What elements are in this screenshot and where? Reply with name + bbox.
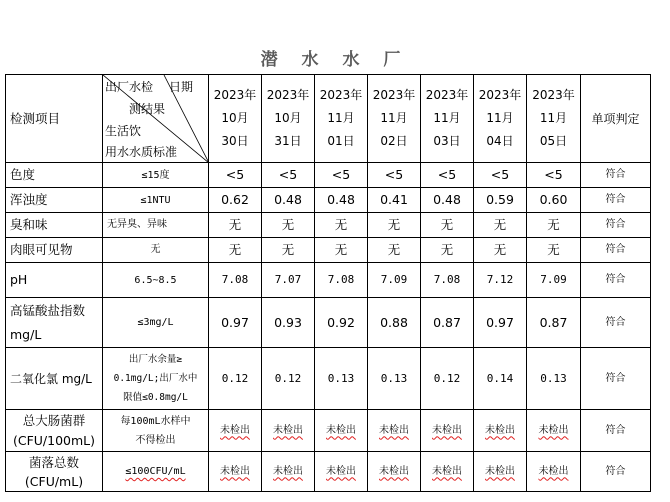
value-cell: 0.13 bbox=[527, 348, 581, 410]
value-cell bbox=[262, 410, 315, 452]
value-cell bbox=[315, 410, 368, 452]
standard-cell bbox=[103, 410, 209, 452]
date-day: 05日 bbox=[539, 134, 568, 148]
diag-top-right: 日期 bbox=[169, 80, 194, 94]
value-cell: 无 bbox=[368, 238, 421, 263]
value-cell: 无 bbox=[474, 238, 527, 263]
value-text: 未检出 bbox=[485, 465, 515, 477]
date-month: 10月 bbox=[274, 111, 302, 125]
value-cell: 0.92 bbox=[315, 298, 368, 348]
value-text: 未检出 bbox=[379, 424, 409, 436]
standard-cell bbox=[103, 348, 209, 410]
item-name: 肉眼可见物 bbox=[6, 238, 103, 263]
value-cell: 0.88 bbox=[368, 298, 421, 348]
diagonal-header-cell bbox=[103, 75, 209, 163]
table-row bbox=[6, 188, 651, 213]
value-cell: <5 bbox=[262, 163, 315, 188]
value-cell: 7.08 bbox=[209, 263, 262, 298]
date-header bbox=[527, 75, 581, 163]
value-cell: <5 bbox=[421, 163, 474, 188]
item-name: 色度 bbox=[6, 163, 103, 188]
date-day: 02日 bbox=[380, 134, 408, 148]
value-cell: 0.48 bbox=[315, 188, 368, 213]
value-cell bbox=[209, 410, 262, 452]
diag-line4: 用水水质标准 bbox=[105, 145, 178, 159]
value-text: 未检出 bbox=[379, 465, 409, 477]
value-cell: 无 bbox=[262, 213, 315, 238]
value-cell: 无 bbox=[262, 238, 315, 263]
table-row bbox=[6, 213, 651, 238]
standard-cell: 无异臭、异味 bbox=[103, 213, 209, 238]
value-cell bbox=[474, 410, 527, 452]
standard-cell: ≤1NTU bbox=[103, 188, 209, 213]
diag-line3: 生活饮 bbox=[105, 124, 142, 138]
standard-cell: 6.5~8.5 bbox=[103, 263, 209, 298]
value-cell: <5 bbox=[527, 163, 581, 188]
value-cell bbox=[209, 452, 262, 492]
judge-cell: 符合 bbox=[581, 452, 651, 492]
item-name: 臭和味 bbox=[6, 213, 103, 238]
standard-line2: 0.1mg/L;出厂水中 bbox=[113, 373, 198, 384]
judge-cell: 符合 bbox=[581, 213, 651, 238]
table-row bbox=[6, 263, 651, 298]
value-text: 未检出 bbox=[538, 465, 569, 477]
table-row bbox=[6, 348, 651, 410]
value-cell bbox=[368, 410, 421, 452]
value-cell: 0.60 bbox=[527, 188, 581, 213]
value-cell: 7.12 bbox=[474, 263, 527, 298]
date-day: 04日 bbox=[486, 134, 514, 148]
table-row bbox=[6, 298, 651, 348]
item-name: pH bbox=[6, 263, 103, 298]
value-text: 未检出 bbox=[538, 424, 569, 436]
standard-cell: ≤3mg/L bbox=[103, 298, 209, 348]
diag-line2: 测结果 bbox=[129, 102, 166, 116]
standard-cell: 无 bbox=[103, 238, 209, 263]
item-name: 浑浊度 bbox=[6, 188, 103, 213]
value-text: 未检出 bbox=[273, 465, 303, 477]
value-cell: 0.62 bbox=[209, 188, 262, 213]
judge-cell: 符合 bbox=[581, 163, 651, 188]
date-day: 30日 bbox=[221, 134, 249, 148]
value-cell: <5 bbox=[368, 163, 421, 188]
value-cell: 7.09 bbox=[368, 263, 421, 298]
date-month: 11月 bbox=[539, 111, 568, 125]
date-day: 01日 bbox=[327, 134, 355, 148]
value-text: 未检出 bbox=[220, 424, 250, 436]
value-cell bbox=[421, 452, 474, 492]
date-year: 2023年 bbox=[319, 88, 363, 102]
value-text: 未检出 bbox=[273, 424, 303, 436]
value-cell: 0.14 bbox=[474, 348, 527, 410]
value-cell: 0.48 bbox=[262, 188, 315, 213]
value-text: 未检出 bbox=[326, 465, 356, 477]
page-title: 潜 水 水 厂 bbox=[260, 50, 410, 70]
standard-line2: 不得检出 bbox=[135, 434, 176, 446]
date-header bbox=[368, 75, 421, 163]
date-day: 31日 bbox=[274, 134, 302, 148]
value-cell: <5 bbox=[315, 163, 368, 188]
value-cell bbox=[527, 452, 581, 492]
standard-cell bbox=[103, 452, 209, 492]
date-header bbox=[474, 75, 527, 163]
diag-top-left: 出厂水检 bbox=[105, 80, 154, 94]
item-name-line2: (CFU/mL) bbox=[24, 473, 84, 489]
item-header: 检测项目 bbox=[6, 75, 103, 163]
judge-cell: 符合 bbox=[581, 188, 651, 213]
judge-cell: 符合 bbox=[581, 238, 651, 263]
date-day: 03日 bbox=[433, 134, 461, 148]
standard-text: ≤100CFU/mL bbox=[125, 466, 186, 477]
item-name bbox=[6, 298, 103, 348]
value-cell: 0.97 bbox=[474, 298, 527, 348]
value-text: 未检出 bbox=[485, 424, 515, 436]
date-header bbox=[209, 75, 262, 163]
date-header bbox=[421, 75, 474, 163]
item-name-line1: 菌落总数 bbox=[28, 454, 79, 470]
value-cell: <5 bbox=[474, 163, 527, 188]
date-month: 10月 bbox=[221, 111, 249, 125]
value-cell: 无 bbox=[368, 213, 421, 238]
value-cell: 无 bbox=[527, 213, 581, 238]
date-year: 2023年 bbox=[425, 88, 469, 102]
date-year: 2023年 bbox=[478, 88, 522, 102]
item-name bbox=[6, 452, 103, 492]
value-cell: 0.12 bbox=[421, 348, 474, 410]
value-cell: 0.93 bbox=[262, 298, 315, 348]
value-cell: 0.48 bbox=[421, 188, 474, 213]
value-cell: 0.41 bbox=[368, 188, 421, 213]
item-name-line2: mg/L bbox=[10, 326, 42, 342]
date-month: 11月 bbox=[380, 111, 408, 125]
value-cell: 0.97 bbox=[209, 298, 262, 348]
value-cell: 7.08 bbox=[421, 263, 474, 298]
date-year: 2023年 bbox=[213, 88, 257, 102]
value-cell: 7.07 bbox=[262, 263, 315, 298]
value-cell: 无 bbox=[209, 238, 262, 263]
value-cell: 0.87 bbox=[421, 298, 474, 348]
judge-cell: 符合 bbox=[581, 263, 651, 298]
value-cell: 无 bbox=[474, 213, 527, 238]
value-text: 未检出 bbox=[432, 424, 462, 436]
value-cell: 无 bbox=[209, 213, 262, 238]
judge-cell: 符合 bbox=[581, 348, 651, 410]
date-year: 2023年 bbox=[372, 88, 416, 102]
value-cell: 0.12 bbox=[209, 348, 262, 410]
standard-line1: 出厂水余量≥ bbox=[128, 354, 183, 365]
date-month: 11月 bbox=[433, 111, 461, 125]
item-name: 二氧化氯 mg/L bbox=[6, 348, 103, 410]
judge-cell: 符合 bbox=[581, 410, 651, 452]
value-cell bbox=[315, 452, 368, 492]
value-cell: <5 bbox=[209, 163, 262, 188]
value-cell bbox=[368, 452, 421, 492]
water-quality-table bbox=[5, 74, 651, 492]
judge-cell: 符合 bbox=[581, 298, 651, 348]
value-cell: 0.13 bbox=[368, 348, 421, 410]
date-year: 2023年 bbox=[532, 88, 575, 102]
date-year: 2023年 bbox=[266, 88, 310, 102]
standard-cell: ≤15度 bbox=[103, 163, 209, 188]
item-name bbox=[6, 410, 103, 452]
item-name-line1: 总大肠菌群 bbox=[22, 412, 86, 428]
table-row bbox=[6, 452, 651, 492]
item-name-line1: 高锰酸盐指数 bbox=[10, 302, 86, 318]
table-row bbox=[6, 163, 651, 188]
table-row bbox=[6, 238, 651, 263]
value-cell bbox=[262, 452, 315, 492]
value-cell: 0.13 bbox=[315, 348, 368, 410]
value-text: 未检出 bbox=[220, 465, 250, 477]
value-text: 未检出 bbox=[432, 465, 462, 477]
value-cell: 0.59 bbox=[474, 188, 527, 213]
value-cell: 无 bbox=[315, 238, 368, 263]
table-row bbox=[6, 410, 651, 452]
value-cell: 无 bbox=[527, 238, 581, 263]
value-cell: 0.87 bbox=[527, 298, 581, 348]
value-cell: 无 bbox=[421, 238, 474, 263]
date-month: 11月 bbox=[327, 111, 355, 125]
header-row bbox=[6, 75, 651, 163]
value-cell bbox=[527, 410, 581, 452]
date-header bbox=[262, 75, 315, 163]
value-cell: 无 bbox=[315, 213, 368, 238]
standard-line1: 每100mL水样中 bbox=[120, 415, 191, 427]
judge-header: 单项判定 bbox=[581, 75, 651, 163]
date-header bbox=[315, 75, 368, 163]
item-name-line2: (CFU/100mL) bbox=[12, 432, 96, 448]
value-cell: 0.12 bbox=[262, 348, 315, 410]
value-cell bbox=[421, 410, 474, 452]
value-cell: 7.09 bbox=[527, 263, 581, 298]
standard-line3: 限值≤0.8mg/L bbox=[123, 392, 188, 403]
value-text: 未检出 bbox=[326, 424, 356, 436]
value-cell bbox=[474, 452, 527, 492]
value-cell: 无 bbox=[421, 213, 474, 238]
value-cell: 7.08 bbox=[315, 263, 368, 298]
date-month: 11月 bbox=[486, 111, 514, 125]
